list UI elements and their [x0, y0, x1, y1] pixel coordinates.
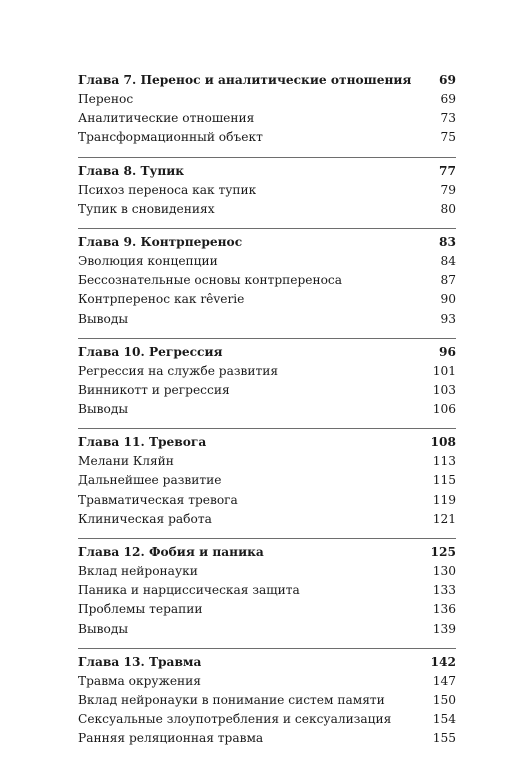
table-of-contents — [78, 70, 456, 758]
entry-page-number: 106 — [432, 402, 456, 417]
toc-entry — [78, 491, 456, 510]
chapter-title: Глава 13. Травма — [78, 654, 202, 669]
entry-page-number: 75 — [440, 130, 456, 145]
chapter-heading — [78, 542, 456, 562]
entry-page-number: 150 — [432, 692, 456, 707]
chapter-page-number: 77 — [439, 163, 456, 178]
entry-title: Дальнейшее развитие — [78, 473, 222, 488]
chapter-heading — [78, 161, 456, 181]
entry-page-number: 90 — [440, 292, 456, 307]
chapter-heading — [78, 432, 456, 452]
entry-title: Выводы — [78, 621, 129, 636]
entry-title: Клиническая работа — [78, 511, 212, 526]
chapter-title: Глава 11. Тревога — [78, 435, 207, 450]
entry-title: Сексуальные злоупотребления и сексуализация — [78, 712, 392, 727]
entry-page-number: 133 — [432, 583, 456, 598]
entry-title: Тупик в сновидениях — [78, 201, 215, 216]
entry-page-number: 154 — [432, 712, 456, 727]
entry-title: Трансформационный объект — [78, 130, 263, 145]
chapter-divider — [78, 228, 456, 229]
toc-chapter — [78, 342, 456, 420]
toc-chapter — [78, 70, 456, 148]
toc-entry — [78, 452, 456, 471]
chapter-heading — [78, 652, 456, 672]
entry-page-number: 101 — [432, 363, 456, 378]
chapter-divider — [78, 157, 456, 158]
entry-page-number: 73 — [440, 111, 456, 126]
entry-page-number: 119 — [432, 492, 456, 507]
toc-entry — [78, 620, 456, 639]
entry-title: Регрессия на службе развития — [78, 363, 279, 378]
chapter-heading — [78, 70, 456, 90]
entry-title: Травма окружения — [78, 673, 201, 688]
toc-entry — [78, 252, 456, 271]
entry-page-number: 93 — [440, 311, 456, 326]
chapter-divider — [78, 648, 456, 649]
toc-entry — [78, 729, 456, 748]
entry-title: Винникотт и регрессия — [78, 382, 230, 397]
toc-entry — [78, 581, 456, 600]
entry-title: Проблемы терапии — [78, 602, 203, 617]
toc-entry — [78, 600, 456, 619]
toc-chapter — [78, 232, 456, 329]
chapter-page-number: 96 — [439, 344, 456, 359]
toc-entry — [78, 310, 456, 329]
toc-entry — [78, 400, 456, 419]
toc-chapter — [78, 652, 456, 749]
chapter-heading — [78, 342, 456, 362]
toc-entry — [78, 181, 456, 200]
entry-page-number: 136 — [432, 602, 456, 617]
chapter-heading — [78, 232, 456, 252]
entry-page-number: 115 — [432, 473, 456, 488]
entry-title: Выводы — [78, 311, 129, 326]
entry-title: Бессознательные основы контрпереноса — [78, 273, 343, 288]
entry-page-number: 79 — [440, 182, 456, 197]
toc-entry — [78, 471, 456, 490]
toc-entry — [78, 381, 456, 400]
toc-chapter — [78, 542, 456, 639]
entry-page-number: 87 — [440, 273, 456, 288]
entry-page-number: 130 — [432, 564, 456, 578]
toc-entry — [78, 200, 456, 219]
entry-title: Контрперенос как rêverie — [78, 292, 245, 307]
entry-page-number: 84 — [440, 253, 456, 268]
toc-entry — [78, 562, 456, 581]
chapter-page-number: 125 — [430, 545, 456, 559]
entry-page-number: 139 — [432, 621, 456, 636]
entry-title: Вклад нейронауки — [78, 564, 198, 578]
entry-title: Аналитические отношения — [78, 111, 255, 126]
chapter-title: Глава 7. Перенос и аналитические отношения — [78, 73, 412, 87]
entry-title: Травматическая тревога — [78, 492, 238, 507]
chapter-divider — [78, 338, 456, 339]
toc-entry — [78, 362, 456, 381]
chapter-title: Глава 12. Фобия и паника — [78, 545, 264, 559]
entry-title: Паника и нарциссическая защита — [78, 583, 300, 598]
entry-page-number: 69 — [440, 92, 456, 106]
toc-entry — [78, 271, 456, 290]
toc-entry — [78, 672, 456, 691]
entry-page-number: 113 — [432, 454, 456, 469]
chapter-divider — [78, 538, 456, 539]
entry-page-number: 155 — [432, 731, 456, 746]
entry-title: Ранняя реляционная травма — [78, 731, 264, 746]
toc-entry — [78, 710, 456, 729]
toc-entry — [78, 128, 456, 147]
toc-entry — [78, 510, 456, 529]
toc-entry — [78, 290, 456, 309]
entry-page-number: 147 — [432, 673, 456, 688]
chapter-page-number: 83 — [439, 234, 456, 249]
entry-title: Психоз переноса как тупик — [78, 182, 257, 197]
chapter-page-number: 69 — [439, 73, 456, 87]
toc-entry — [78, 691, 456, 710]
toc-chapter — [78, 432, 456, 529]
toc-entry — [78, 90, 456, 109]
entry-title: Мелани Кляйн — [78, 454, 174, 469]
chapter-title: Глава 9. Контрперенос — [78, 234, 243, 249]
chapter-divider — [78, 428, 456, 429]
chapter-title: Глава 10. Регрессия — [78, 344, 223, 359]
chapter-page-number: 108 — [430, 435, 456, 450]
entry-title: Выводы — [78, 402, 129, 417]
toc-chapter — [78, 161, 456, 219]
entry-page-number: 80 — [440, 201, 456, 216]
chapter-title: Глава 8. Тупик — [78, 163, 185, 178]
entry-page-number: 121 — [432, 511, 456, 526]
chapter-page-number: 142 — [430, 654, 456, 669]
entry-title: Вклад нейронауки в понимание систем памяти — [78, 692, 385, 707]
entry-title: Перенос — [78, 92, 134, 106]
entry-title: Эволюция концепции — [78, 253, 218, 268]
entry-page-number: 103 — [432, 382, 456, 397]
toc-entry — [78, 109, 456, 128]
